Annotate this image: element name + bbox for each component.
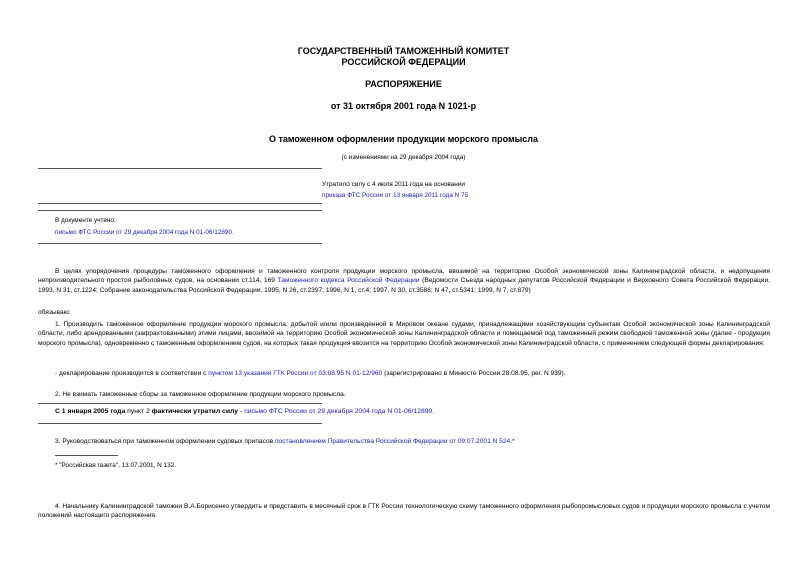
lost-force-order-link[interactable]: приказа ФТС России от 13 января 2011 года N 75	[322, 192, 469, 199]
footnote: * "Российская газета", 13.07.2001, N 132.	[55, 462, 176, 469]
document-date-number: от 31 октября 2001 года N 1021-р	[330, 101, 477, 111]
amendment-note: (с изменениями на 29 декабря 2004 года)	[341, 154, 466, 161]
document-title: О таможенном оформлении продукции морского промысла	[268, 134, 539, 144]
divider	[38, 243, 322, 244]
obligate-word: обязываю:	[38, 309, 71, 316]
agency-name-line1: ГОСУДАРСТВЕННЫЙ ТАМОЖЕННЫЙ КОМИТЕТ	[297, 46, 510, 56]
item-2-lost-force-note: С 1 января 2005 года пункт 2 фактически утратил силу - письмо ФТС России от 29 декабря 2004 года N 01-06/12890.	[55, 408, 435, 415]
item-3-paragraph: 3. Руководствоваться при таможенном оформлении судовых припасов постановлением Правительства Российской Федерации от 09.07.2001 N 524.*	[55, 438, 515, 445]
gtk-instruction-link[interactable]: пунктом 13 указания ГТК России от 03.08.95 N 01-12/960	[208, 370, 383, 377]
taken-into-account-label: В документе учтено:	[55, 217, 116, 224]
item-4-paragraph: 4. Начальнику Калининградской таможни В.А.Борисенко утвердить и представить в месячный срок в ГТК России технологическую схему таможенного оформления рыбопромысловых судов и продукции морского промысла с учетом положений настоящего распоряжения.	[38, 503, 770, 520]
item-1-paragraph: 1. Производить таможенное оформление продукции морского промысла, добытой и/или произведенной в Мировом океане судами, принадлежащими хозяйствующим субъектам Особой экономической зоны Калининградской области, либо арендованными (зафрахтованными) этими лицами, ввозимой на территорию Особой экономической зоны Калининградской области и помещаемой под таможенный режим свободной таможенной зоны (далее - продукция морского промысла), одновременно с таможенным оформлением судов, на которых такая продукция ввозится на территорию Особой экономической зоны Калининградской области, с применением следующей формы декларирования:	[38, 321, 770, 347]
divider	[38, 403, 322, 404]
agency-name-line2: РОССИЙСКОЙ ФЕДЕРАЦИИ	[341, 57, 466, 67]
item-2-paragraph: 2. Не взимать таможенные сборы за таможенное оформление продукции морского промысла.	[55, 391, 346, 398]
lost-force-text: Утратило силу с 4 июля 2011 года на основании	[322, 181, 465, 188]
document-type: РАСПОРЯЖЕНИЕ	[365, 79, 442, 89]
government-decree-link[interactable]: постановлением Правительства Российской Федерации от 09.07.2001 N 524	[274, 438, 511, 445]
footnote-divider	[55, 455, 118, 456]
taken-into-account-link[interactable]: письмо ФТС России от 29 декабря 2004 года N 01-06/12890.	[55, 229, 234, 236]
customs-code-link[interactable]: Таможенного кодекса Российской Федерации	[277, 277, 420, 285]
divider	[38, 423, 322, 424]
fts-letter-link[interactable]: письмо ФТС России от 29 декабря 2004 года N 01-06/12890.	[244, 408, 435, 415]
declaration-paragraph: - декларирование производится в соответствии с пунктом 13 указания ГТК России от 03.08.95 N 01-12/960 (зарегистрировано в Минюсте России 28.08.95, рег. N 939).	[55, 370, 566, 377]
divider	[38, 203, 322, 204]
divider	[38, 210, 322, 211]
preamble-paragraph: В целях упорядочения процедуры таможенного оформления и таможенного контроля продукции морского промысла, ввозимой на территорию Особой экономической зоны Калининградской области, и недопущения непроизводительного простоя рыболовных судов, на основании ст.114, 169 Таможенного кодекса Российской Федерации (Ведомости Съезда народных депутатов Российской Федерации и Верховного Совета Российской Федерации, 1993, N 31, ст.1224; Собрание законодательства Российской Федерации, 1995, N 26, ст.2397; 1996, N 1, ст.4; 1997, N 30, ст.3586; N 47, ст.5341; 1999, N 7, ст.879)	[38, 268, 771, 294]
divider	[38, 168, 322, 169]
